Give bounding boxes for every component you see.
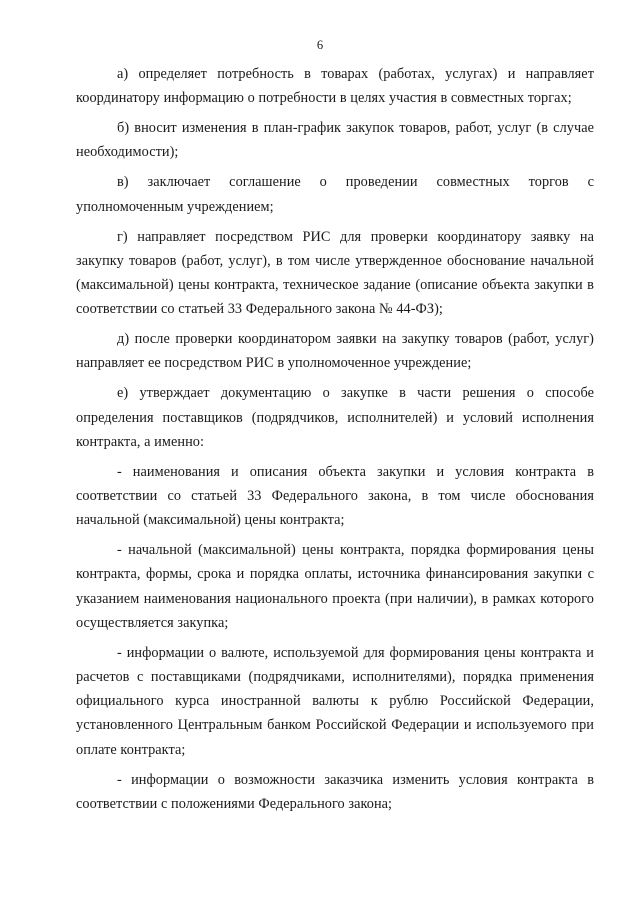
paragraph-a: а) определяет потребность в товарах (работах, услугах) и направляет координатору информацию о потребности в целях участия в совместных торгах;	[76, 66, 594, 107]
list-item-procurement-object: - наименования и описания объекта закупки и условия контракта в соответствии со статьей 33 Федерального закона, в том числе обоснования начальной (максимальной) цены контракта;	[76, 463, 594, 529]
paragraph-v: в) заключает соглашение о проведении совместных торгов с уполномоченным учреждением;	[76, 174, 594, 215]
list-item-contract-price: - начальной (максимальной) цены контракта, порядка формирования цены контракта, формы, срока и порядка оплаты, источника финансирования закупки с указанием наименования национального проекта (при наличии), в рамках которого осуществляется закупка;	[76, 542, 594, 631]
page-number: 6	[316, 38, 324, 52]
document-body	[76, 62, 594, 822]
list-item-contract-change: - информации о возможности заказчика изменить условия контракта в соответствии с положениями Федерального закона;	[76, 771, 594, 812]
list-item-currency-info: - информации о валюте, используемой для формирования цены контракта и расчетов с поставщиками (подрядчиками, исполнителями), порядка применения официального курса иностранной валюты к рублю Российской Федерации, установленного Центральным банком Российской Федерации и используемого при оплате контракта;	[76, 644, 594, 758]
paragraph-e: е) утверждает документацию о закупке в части решения о способе определения поставщиков (подрядчиков, исполнителей) и условий исполнения контракта, а именно:	[76, 385, 594, 450]
paragraph-d: д) после проверки координатором заявки на закупку товаров (работ, услуг) направляет ее посредством РИС в уполномоченное учреждение;	[76, 331, 594, 372]
paragraph-g: г) направляет посредством РИС для проверки координатору заявку на закупку товаров (работ, услуг), в том числе утвержденное обоснование начальной (максимальной) цены контракта, техническое задание (описание объекта закупки в соответствии со статьей 33 Федерального закона № 44-ФЗ);	[76, 228, 594, 318]
paragraph-b: б) вносит изменения в план-график закупок товаров, работ, услуг (в случае необходимости);	[76, 120, 594, 161]
